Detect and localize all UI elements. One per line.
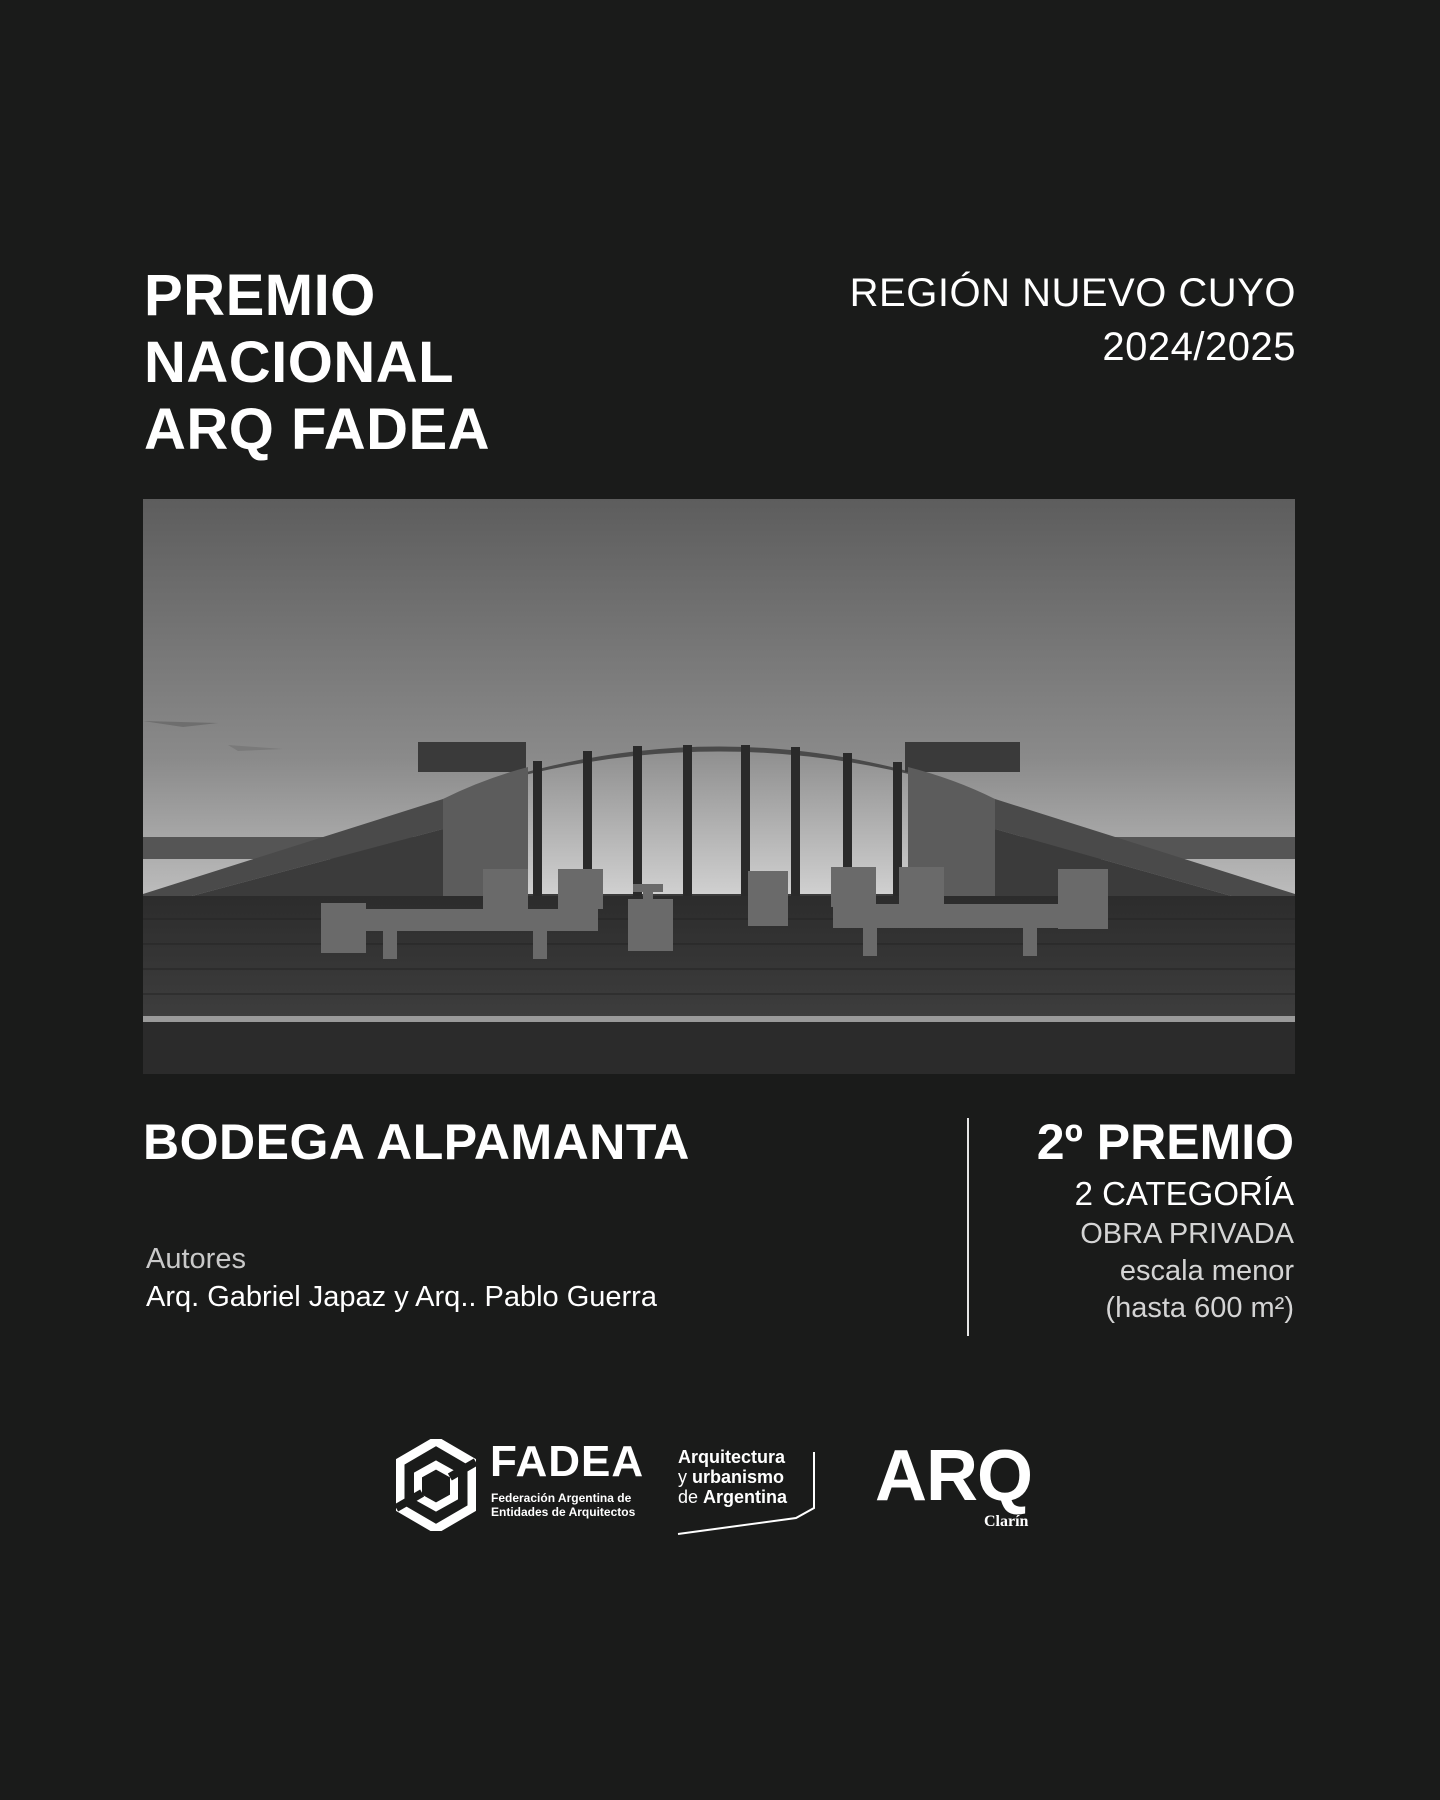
prize-category: 2 CATEGORÍA [1074, 1175, 1294, 1212]
aua-logo-line-2-word: urbanismo [692, 1467, 785, 1487]
prize-type: OBRA PRIVADA [1080, 1218, 1294, 1250]
fadea-logo-icon [396, 1439, 476, 1531]
aua-logo-line-3-prefix: de [678, 1487, 704, 1507]
arq-logo-text: ARQ [875, 1436, 1032, 1516]
award-period: 2024/2025 [1102, 325, 1296, 369]
vertical-divider [967, 1118, 969, 1336]
award-title-line-1: PREMIO [144, 263, 376, 328]
award-title-line-2: NACIONAL [144, 330, 455, 395]
aua-logo-line-1: Arquitectura [678, 1447, 786, 1467]
aua-logo-line-2-prefix: y [678, 1467, 693, 1487]
arq-logo-subtitle: Clarín [984, 1513, 1029, 1530]
prize-scale: escala menor [1119, 1255, 1294, 1287]
award-title-line-3: ARQ FADEA [144, 397, 491, 462]
fadea-logo-subtitle: Federación Argentina de Entidades de Arquitectos [491, 1491, 636, 1519]
project-photo [143, 499, 1295, 1074]
authors-block [146, 1240, 657, 1316]
award-title [144, 262, 490, 463]
aua-logo-line-2 [678, 1467, 787, 1487]
aua-logo-line-3-word: Argentina [703, 1487, 788, 1507]
prize-block [1037, 1112, 1294, 1327]
winery-building-image [143, 499, 1295, 1074]
project-name: BODEGA ALPAMANTA [143, 1114, 690, 1170]
aua-logo-line-3 [678, 1487, 787, 1507]
fadea-logo-text: FADEA [490, 1437, 645, 1486]
authors-label: Autores [146, 1243, 246, 1275]
prize-title: 2º PREMIO [1036, 1114, 1294, 1170]
authors-names: Arq. Gabriel Japaz y Arq.. Pablo Guerra [146, 1281, 657, 1313]
region-name: REGIÓN NUEVO CUYO [849, 271, 1296, 315]
prize-size-limit: (hasta 600 m²) [1105, 1292, 1294, 1324]
sponsor-logos [0, 1430, 1440, 1550]
aua-logo [678, 1447, 787, 1507]
region-block [850, 266, 1296, 374]
